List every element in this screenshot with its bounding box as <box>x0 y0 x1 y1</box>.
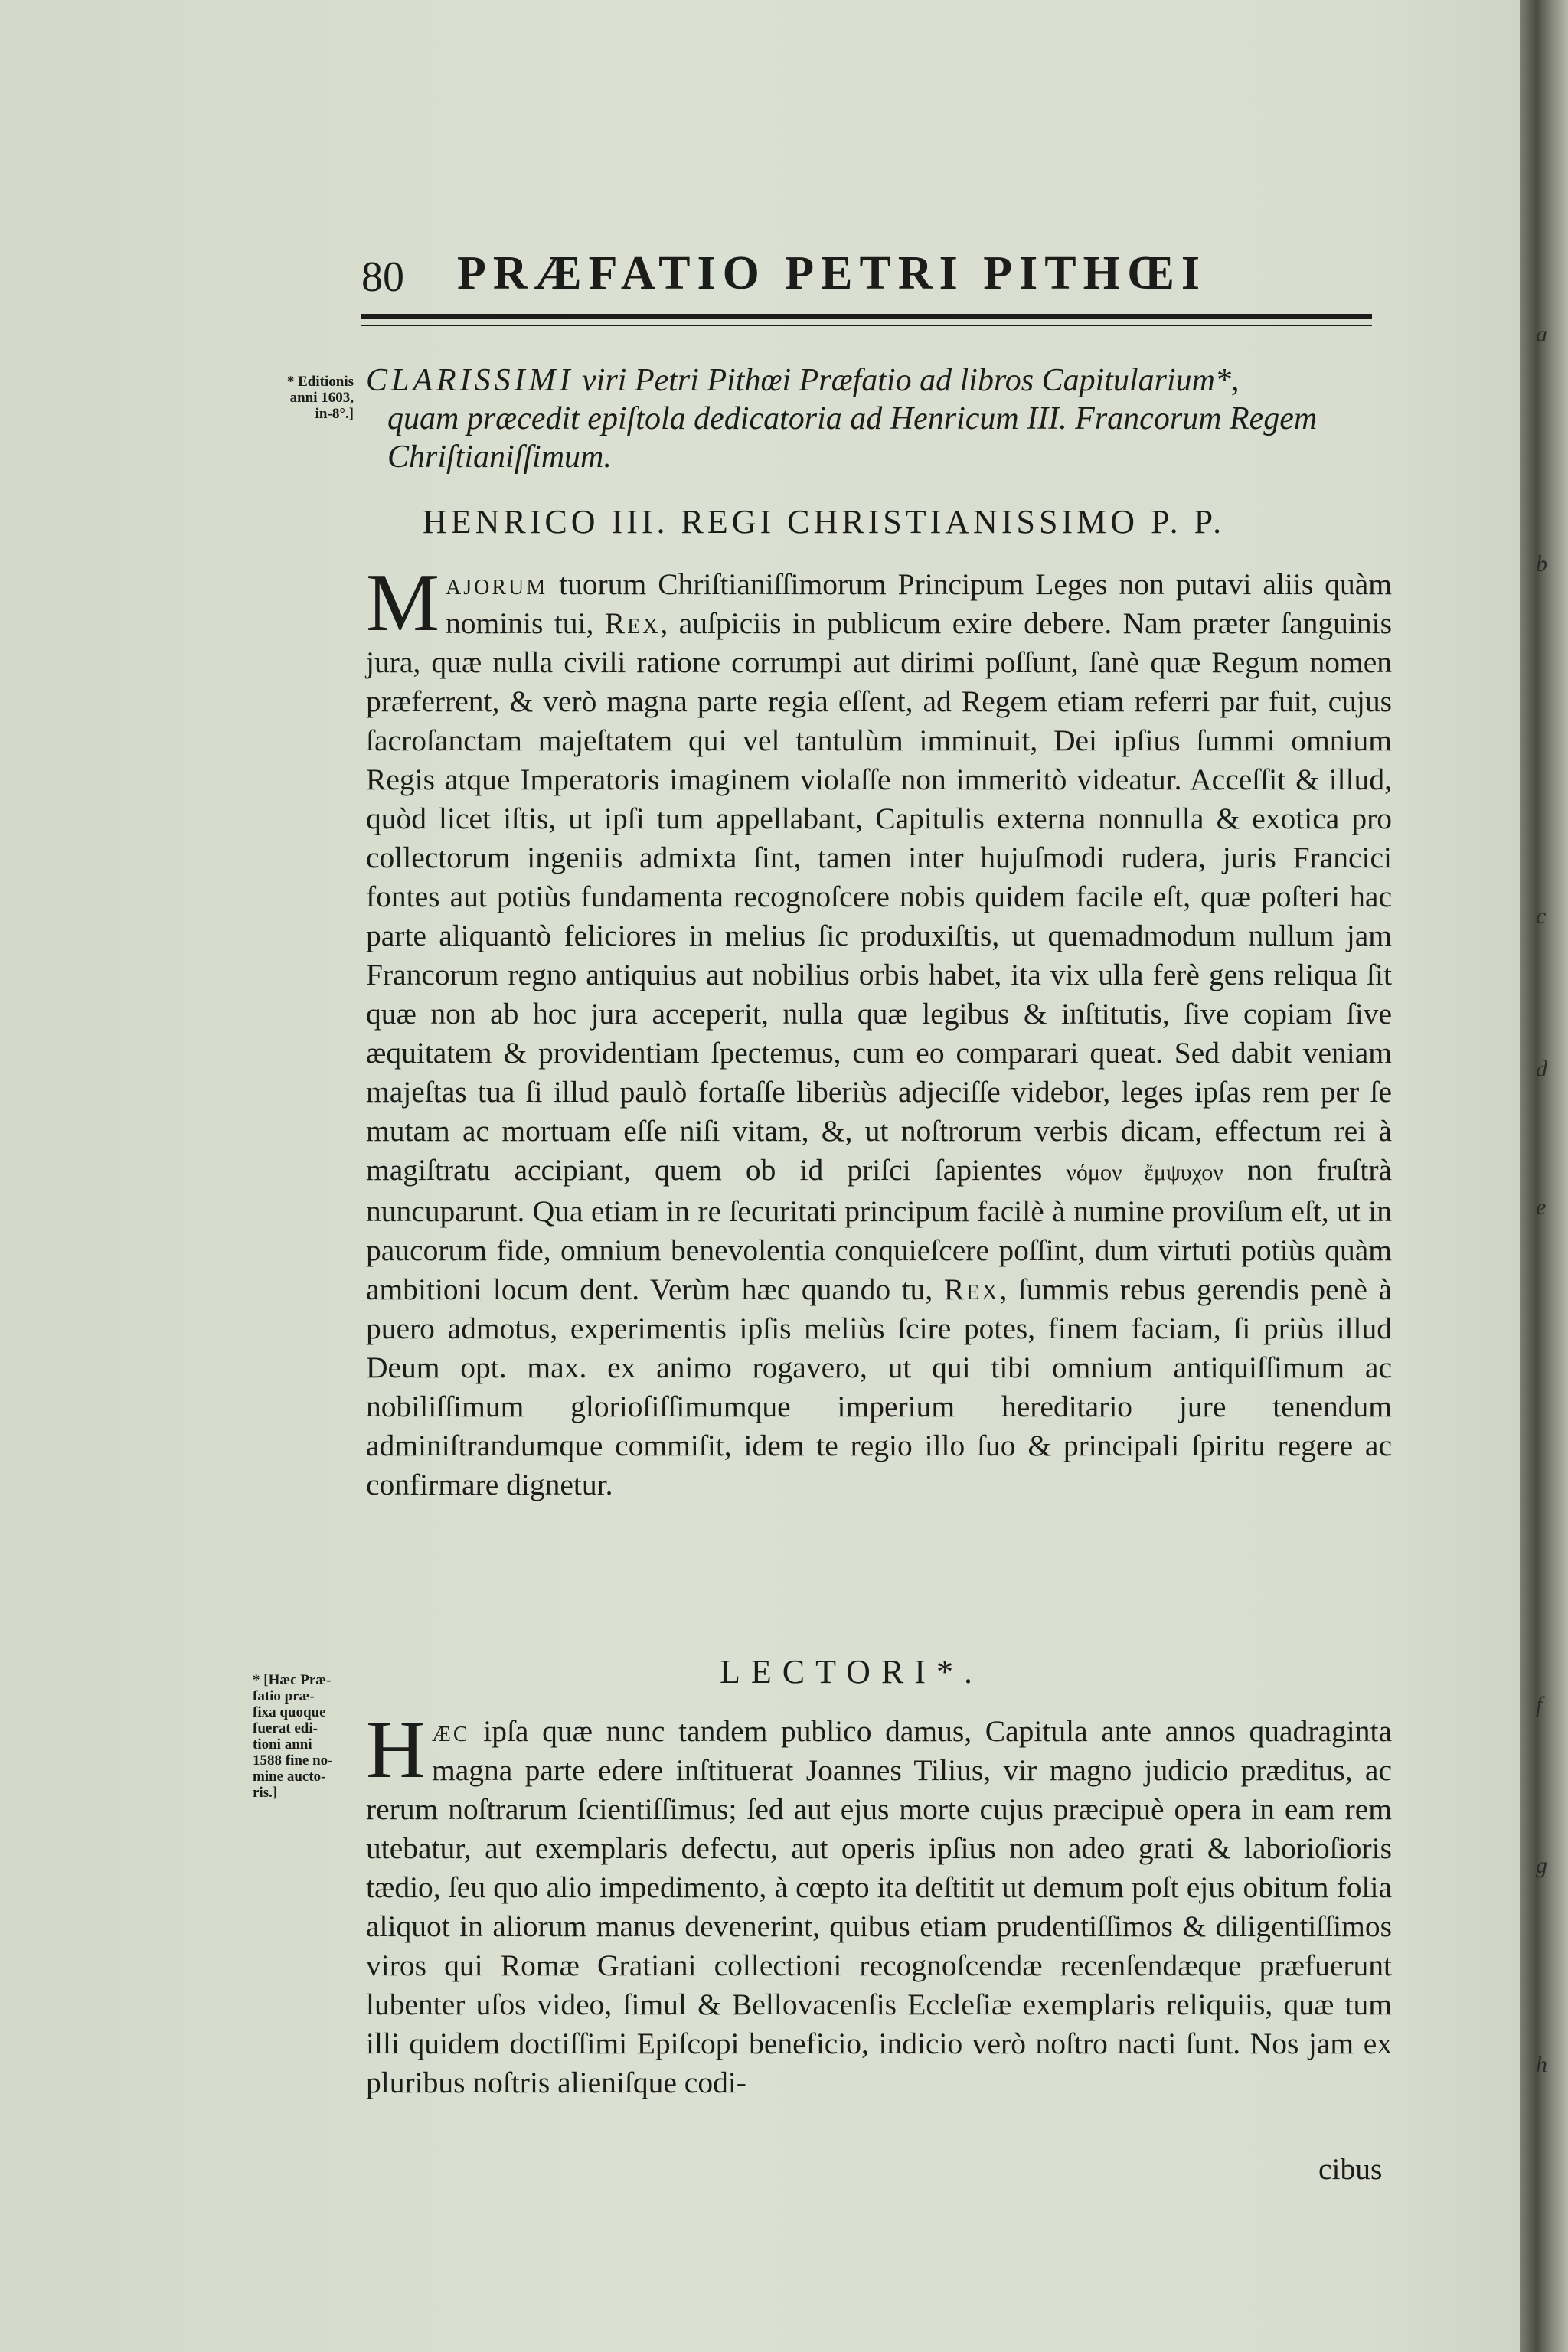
intro-caps: CLARISSIMI <box>366 363 574 398</box>
running-title: PRÆFATIO PETRI PITHŒI <box>457 247 1207 299</box>
side-note-lectori: * [Hæc Præ- fatio præ- fixa quoque fuerat edi- tioni anni 1588 fine no- mine aucto- ris.] <box>253 1672 333 1801</box>
intro-line3: Chriſtianiſſimum. <box>387 439 612 475</box>
drop-cap: H <box>366 1704 426 1795</box>
gutter-fragment: b <box>1536 551 1547 577</box>
page-number: 80 <box>361 253 404 301</box>
gutter-fragment: g <box>1536 1853 1547 1878</box>
catchword: cibus <box>1318 2152 1383 2186</box>
adjacent-page-edge <box>1520 0 1568 2352</box>
gutter-fragment: h <box>1536 2052 1547 2077</box>
intro-paragraph <box>366 361 1392 476</box>
side-note-edition: * Editionis anni 1603, in-8°.] <box>286 374 354 422</box>
header-rule-thick <box>361 314 1372 318</box>
lectori-heading: LECTORI*. <box>720 1653 983 1690</box>
gutter-fragment: d <box>1536 1057 1547 1082</box>
drop-cap: M <box>366 557 440 648</box>
gutter-fragment: f <box>1536 1692 1543 1717</box>
header-rule-thin <box>361 325 1372 326</box>
epistle-text: Majorum tuorum Chriſtianiſſimorum Principum Leges non putavi aliis quàm nominis tui, Rex, auſpiciis in publicum exire debere. Nam præter ſanguinis jura, quæ nulla civili ratione corrumpi aut dirimi poſſunt, ſanè quæ Regum nomen præferrent, & verò magna parte regia eſſent, ad Regem etiam referri par fuit, cujus ſacroſanctam majeſtatem qui vel tantulùm imminuit, Dei ipſius ſummi omnium Regis atque Imperatoris imaginem violaſſe non immeritò videatur. Acceſſit & illud, quòd licet iſtis, ut ipſi tum appellabant, Capitulis externa nonnulla & exotica pro collectorum ingeniis admixta ſint, tamen inter hujuſmodi rudera, juris Francici fontes aut potiùs fundamenta recognoſcere nobis quidem facile eſt, quæ poſteri hac parte aliquantò feliciores in melius ſic produxiſtis, ut quemadmodum nullum jam Francorum regno antiquius aut nobilius orbis habet, ita vix ulla ferè gens reliqua ſit quæ non ab hoc jura acceperit, nulla quæ legibus & inſtitutis, ſive copiam ſive æquitatem & providentiam ſpectemus, cum eo comparari queat. Sed dabit veniam majeſtas tua ſi illud paulò fortaſſe liberiùs adjeciſſe videbor, leges ipſas rem per ſe mutam ac mortuam eſſe niſi vitam, &, ut noſtrorum verbis dicam, effectum rei à magiſtratu accipiant, quem ob id priſci ſapientes νόμον ἔμψυχον non fruſtrà nuncuparunt. Qua etiam in re ſecuritati principum facilè à numine proviſum eſt, ut in paucorum fide, omnium benevolentia conquieſcere poſſint, dum virtuti potiùs quàm ambitioni locum dent. Verùm hæc quando tu, Rex, ſummis rebus gerendis penè à puero admotus, experimentis ipſis meliùs ſcire potes, finem faciam, ſi priùs illud Deum opt. max. ex animo rogavero, ut qui tibi omnium antiquiſſimum ac nobiliſſimum glorioſiſſimumque imperium hereditario jure tenendum adminiſtrandumque commiſit, idem te regio illo ſuo & principali ſpiritu regere ac confirmare dignetur. <box>366 557 1393 1501</box>
gutter-fragment: c <box>1536 903 1547 929</box>
intro-line1: viri Petri Pithœi Præfatio ad libros Capitularium*, <box>573 363 1240 398</box>
dedication-heading: HENRICO III. REGI CHRISTIANISSIMO P. P. <box>423 503 1226 541</box>
lectori-text: Hæc ipſa quæ nunc tandem publico damus, Capitula ante annos quadraginta magna parte edere inſtituerat Joannes Tilius, vir magno judicio præditus, ac rerum noſtrarum ſcientiſſimus; ſed aut ejus morte cujus præcipuè opera in eam rem utebatur, aut exemplaris defectu, aut operis ipſius non adeo grati & laborioſioris tædio, ſeu quo alio impedimento, à cœpto ita deſtitit ut demum poſt ejus obitum folia aliquot in aliorum manus devenerint, quibus etiam prudentiſſimos & diligentiſſimos viros qui Romæ Gratiani collectioni recognoſcendæ recenſendæque præfuerunt lubenter uſos video, ſimul & Bellovacenſis Eccleſiæ exemplaris reliquiis, quæ tum illi quidem doctiſſimi Epiſcopi beneficio, indicio verò noſtro nacti ſunt. Nos jam ex pluribus noſtris alieniſque codi- <box>366 1704 1392 2099</box>
gutter-fragment: e <box>1536 1194 1547 1220</box>
intro-line2: quam præcedit epiſtola dedicatoria ad Henricum III. Francorum Regem <box>387 401 1318 436</box>
gutter-fragment: a <box>1536 322 1547 347</box>
page-header <box>361 237 1372 314</box>
greek-phrase: νόμον ἔμψυχον <box>1066 1160 1223 1185</box>
